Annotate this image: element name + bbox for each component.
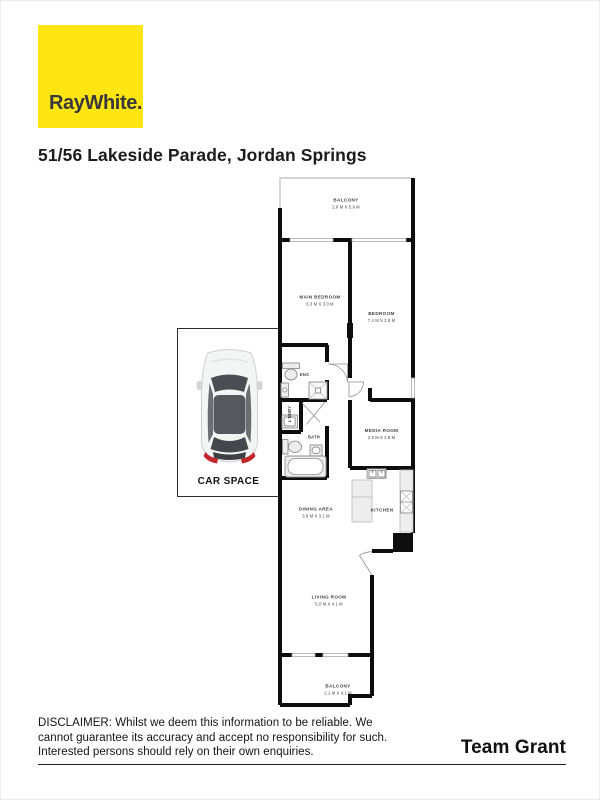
walls — [280, 178, 413, 705]
room-label-balcony-bottom: BALCONY — [325, 683, 351, 689]
room-label-dining-area: DINING AREA — [298, 506, 334, 512]
car-top-view-icon — [178, 337, 281, 477]
kitchen-sink-icon — [367, 469, 386, 479]
room-label-living-room: LIVING ROOM — [311, 594, 347, 600]
disclaimer-line-1: DISCLAIMER: Whilst we deem this information to be reliable. We — [38, 717, 373, 729]
team-name: Team Grant — [460, 736, 566, 758]
footer-divider — [38, 764, 566, 765]
footer — [38, 716, 566, 765]
shower-icon — [309, 382, 327, 399]
room-label-kitchen: KITCHEN — [370, 507, 394, 513]
toilet-icon — [283, 440, 302, 455]
room-dims-dining-area: 3.8 M X 3.1 M — [302, 513, 330, 519]
room-dims-bedroom: 7.4 M X 2.8 M — [367, 318, 396, 323]
bathtub-icon — [285, 456, 326, 477]
raywhite-logo-text: RayWhite. — [49, 92, 143, 114]
car-space-label: CAR SPACE — [197, 476, 260, 487]
room-label-laundry: L'NDRY — [287, 405, 292, 423]
disclaimer-line-3: Interested persons should rely on their own enquiries. — [38, 746, 314, 759]
room-dims-living-room: 5.0 M X 4.1 M — [315, 601, 343, 607]
disclaimer-text — [38, 716, 387, 760]
car-space-box — [177, 328, 280, 497]
raywhite-logo — [38, 25, 143, 128]
room-label-balcony-top: BALCONY — [333, 197, 359, 203]
disclaimer-line-2: cannot guarantee its accuracy and accept no responsibility for such. — [38, 731, 388, 744]
structural-block — [393, 533, 413, 552]
floorplan-drawing — [270, 170, 420, 715]
page-title: 51/56 Lakeside Parade, Jordan Springs — [38, 145, 367, 165]
room-label-bedroom: BEDROOM — [368, 311, 395, 316]
room-label-main-bedroom: MAIN BEDROOM — [299, 294, 341, 300]
room-dims-balcony-bottom: 2.1 M X 4.1 M — [324, 690, 352, 696]
room-dims-media-room: 2.9 M X 2.8 M — [367, 435, 396, 440]
car-mirror-right — [257, 381, 263, 390]
entry-door-swing-icon — [360, 552, 373, 575]
car-mirror-left — [197, 381, 203, 390]
room-dims-balcony-top: 2.8 M X 5.9 M — [332, 204, 360, 210]
wall-nub — [347, 323, 353, 338]
room-label-bathroom: BATH — [307, 434, 321, 440]
sink-icon — [310, 445, 322, 456]
room-labels — [287, 198, 398, 696]
room-dims-main-bedroom: 6.3 M X 3.0 M — [306, 301, 334, 307]
room-label-media-room: MEDIA ROOM — [364, 428, 399, 433]
room-label-ensuite: ENS — [299, 372, 310, 377]
toilet-icon — [283, 363, 300, 369]
stove-icon — [401, 491, 413, 513]
